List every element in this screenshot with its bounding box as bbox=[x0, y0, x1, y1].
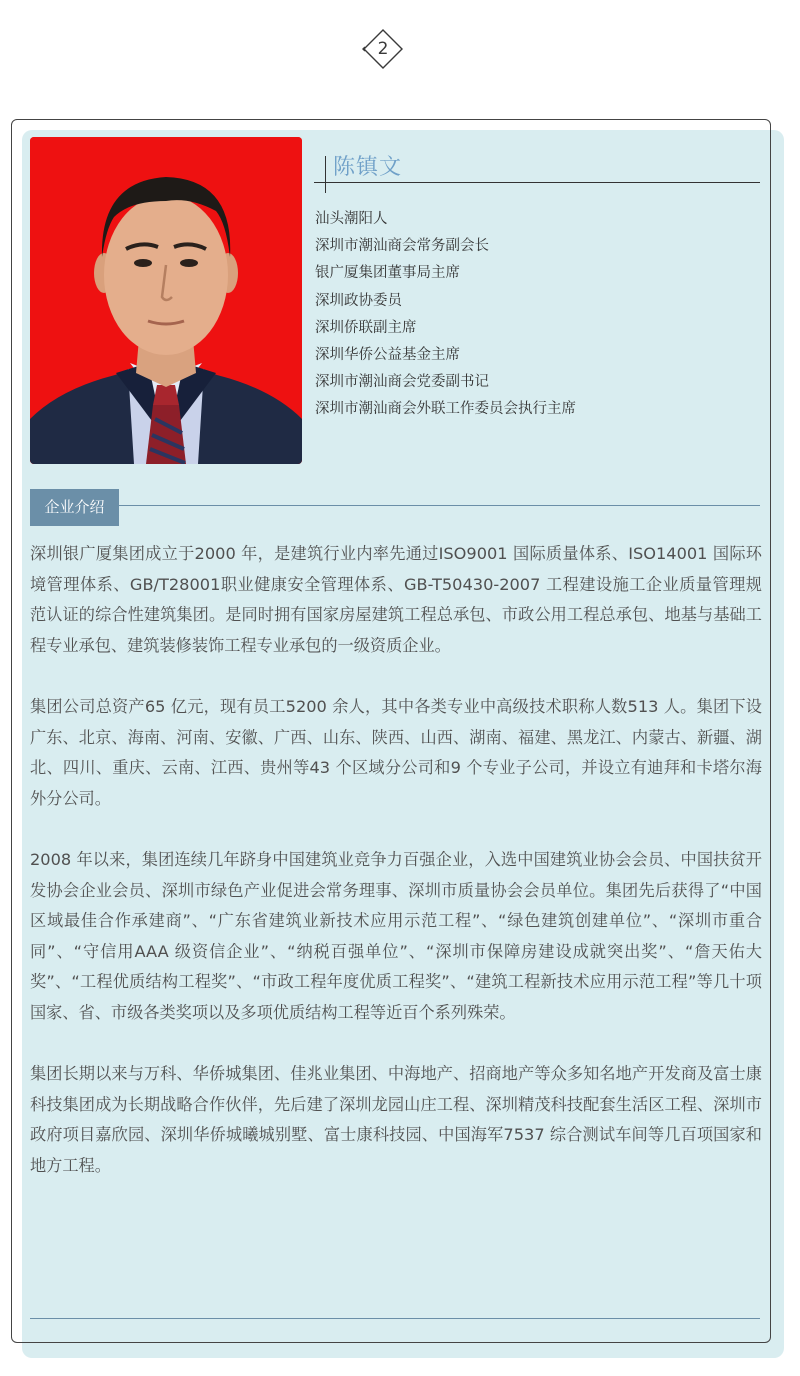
person-titles bbox=[315, 206, 576, 424]
title-item: 深圳市潮汕商会常务副会长 bbox=[315, 238, 489, 255]
portrait-photo bbox=[30, 137, 302, 464]
title-item: 深圳侨联副主席 bbox=[315, 319, 417, 336]
name-divider-horizontal bbox=[314, 182, 760, 183]
section-heading-tag: 企业介绍 bbox=[30, 489, 119, 526]
section-divider bbox=[30, 505, 760, 506]
paragraph: 集团公司总资产65 亿元，现有员工5200 余人，其中各类专业中高级技术职称人数513 人。集团下设广东、北京、海南、河南、安徽、广西、山东、陕西、山西、湖南、福建、黑龙江、内蒙古、新疆、湖北、四川、重庆、云南、江西、贵州等43 个区域分公司和9 个专业子公司，并设立有迪拜和卡塔尔海外分公司。 bbox=[30, 696, 762, 808]
title-item: 汕头潮阳人 bbox=[315, 211, 388, 227]
company-description bbox=[30, 539, 762, 1212]
name-divider-vertical bbox=[325, 156, 326, 193]
bottom-divider bbox=[30, 1318, 760, 1319]
person-name: 陈镇文 bbox=[333, 155, 403, 180]
title-item: 银广厦集团董事局主席 bbox=[315, 265, 460, 282]
section-number-badge bbox=[361, 27, 405, 71]
paragraph: 深圳银广厦集团成立于2000 年，是建筑行业内率先通过ISO9001 国际质量体系、ISO14001 国际环境管理体系、GB/T28001职业健康安全管理体系、GB-T50430-2007 工程建设施工企业质量管理规范认证的综合性建筑集团。是同时拥有国家房屋建筑工程总承包、市政公用工程总承包、地基与基础工程专业承包、建筑装修装饰工程专业承包的一级资质企业。 bbox=[30, 544, 762, 655]
section-number: 2 bbox=[377, 39, 389, 59]
paragraph: 2008 年以来，集团连续几年跻身中国建筑业竞争力百强企业，入选中国建筑业协会会员、中国扶贫开发协会企业会员、深圳市绿色产业促进会常务理事、深圳市质量协会会员单位。集团先后获得了“中国区域最佳合作承建商”、“广东省建筑业新技术应用示范工程”、“绿色建筑创建单位”、“深圳市重合同”、“守信用AAA 级资信企业”、“纳税百强单位”、“深圳市保障房建设成就突出奖”、“詹天佑大奖”、“工程优质结构工程奖”、“市政工程年度优质工程奖”、“建筑工程新技术应用示范工程”等几十项国家、省、市级各类奖项以及多项优质结构工程等近百个系列殊荣。 bbox=[30, 849, 762, 1022]
title-item: 深圳华侨公益基金主席 bbox=[315, 347, 460, 364]
title-item: 深圳政协委员 bbox=[315, 292, 402, 309]
title-item: 深圳市潮汕商会党委副书记 bbox=[315, 374, 489, 391]
title-item: 深圳市潮汕商会外联工作委员会执行主席 bbox=[315, 401, 576, 418]
paragraph: 集团长期以来与万科、华侨城集团、佳兆业集团、中海地产、招商地产等众多知名地产开发商及富士康科技集团成为长期战略合作伙伴，先后建了深圳龙园山庄工程、深圳精茂科技配套生活区工程、深圳市政府项目嘉欣园、深圳华侨城曦城别墅、富士康科技园、中国海军7537 综合测试车间等几百项国家和地方工程。 bbox=[30, 1064, 762, 1175]
